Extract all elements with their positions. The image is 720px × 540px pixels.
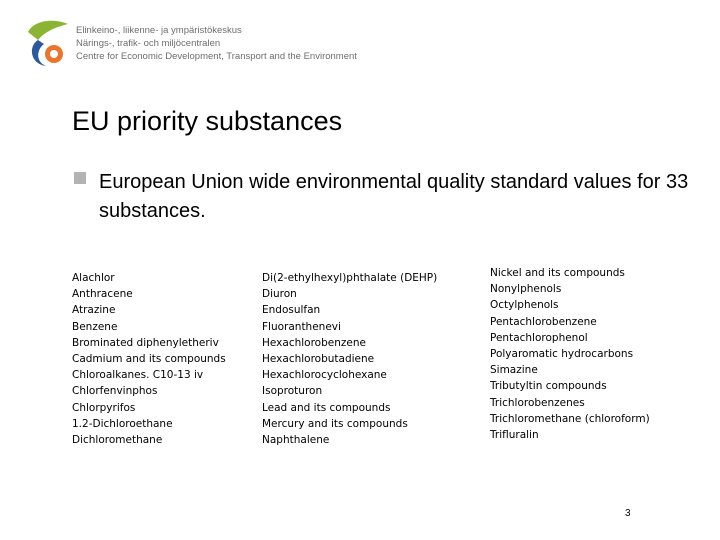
substance-item: Mercury and its compounds: [262, 417, 408, 430]
substance-item: Pentachlorophenol: [490, 331, 588, 344]
logo-line-en: Centre for Economic Development, Transport and the Environment: [76, 51, 357, 62]
substance-column-2: [262, 270, 437, 448]
substance-item: Anthracene: [72, 288, 133, 301]
logo-line-sv: Närings-, trafik- och miljöcentralen: [76, 38, 221, 49]
substance-item: Brominated diphenyletheriv: [72, 336, 219, 349]
substance-item: Isoproturon: [262, 385, 323, 398]
substance-column-3: [490, 265, 650, 443]
substance-item: Dichloromethane: [72, 433, 163, 446]
substance-item: Pentachlorobenzene: [490, 315, 597, 328]
substance-column-1: [72, 270, 226, 448]
substance-item: Cadmium and its compounds: [72, 352, 226, 365]
substance-item: Chlorfenvinphos: [72, 385, 158, 398]
substance-item: 1.2-Dichloroethane: [72, 417, 173, 430]
substance-item: Atrazine: [72, 304, 116, 317]
slide-title: EU priority substances: [72, 106, 343, 136]
substance-item: Trichloromethane (chloroform): [490, 412, 650, 425]
substance-item: Diuron: [262, 288, 297, 301]
logo-text: [76, 24, 357, 63]
ely-logo-icon: [24, 18, 70, 70]
substance-item: Nickel and its compounds: [490, 267, 625, 279]
substance-item: Hexachlorocyclohexane: [262, 369, 387, 382]
bullet-square-icon: [74, 172, 86, 184]
logo-line-fi: Elinkeino-, liikenne- ja ympäristökeskus: [76, 25, 242, 36]
ely-centre-logo: [24, 18, 357, 70]
substance-item: Hexachlorobutadiene: [262, 352, 375, 365]
substance-item: Alachlor: [72, 272, 115, 284]
substance-item: Chlorpyrifos: [72, 401, 136, 414]
substance-item: Polyaromatic hydrocarbons: [490, 347, 634, 360]
page-number: 3: [625, 508, 631, 519]
substance-item: Tributyltin compounds: [490, 380, 607, 393]
substance-item: Trifluralin: [490, 428, 539, 441]
substance-item: Nonylphenols: [490, 283, 562, 296]
substance-item: Octylphenols: [490, 299, 559, 312]
substance-item: Hexachlorobenzene: [262, 336, 366, 349]
substance-item: Di(2-ethylhexyl)phthalate (DEHP): [262, 272, 438, 284]
substance-item: Fluoranthenevi: [262, 320, 341, 333]
substance-item: Chloroalkanes. C10-13 iv: [72, 369, 204, 382]
substance-item: Trichlorobenzenes: [490, 396, 585, 409]
substance-item: Lead and its compounds: [262, 401, 391, 414]
substance-item: Naphthalene: [262, 433, 330, 446]
bullet-text: European Union wide environmental quality standard values for 33 substances.: [99, 171, 689, 222]
substance-item: Benzene: [72, 320, 118, 333]
substance-item: Simazine: [490, 364, 538, 377]
substance-item: Endosulfan: [262, 304, 321, 317]
